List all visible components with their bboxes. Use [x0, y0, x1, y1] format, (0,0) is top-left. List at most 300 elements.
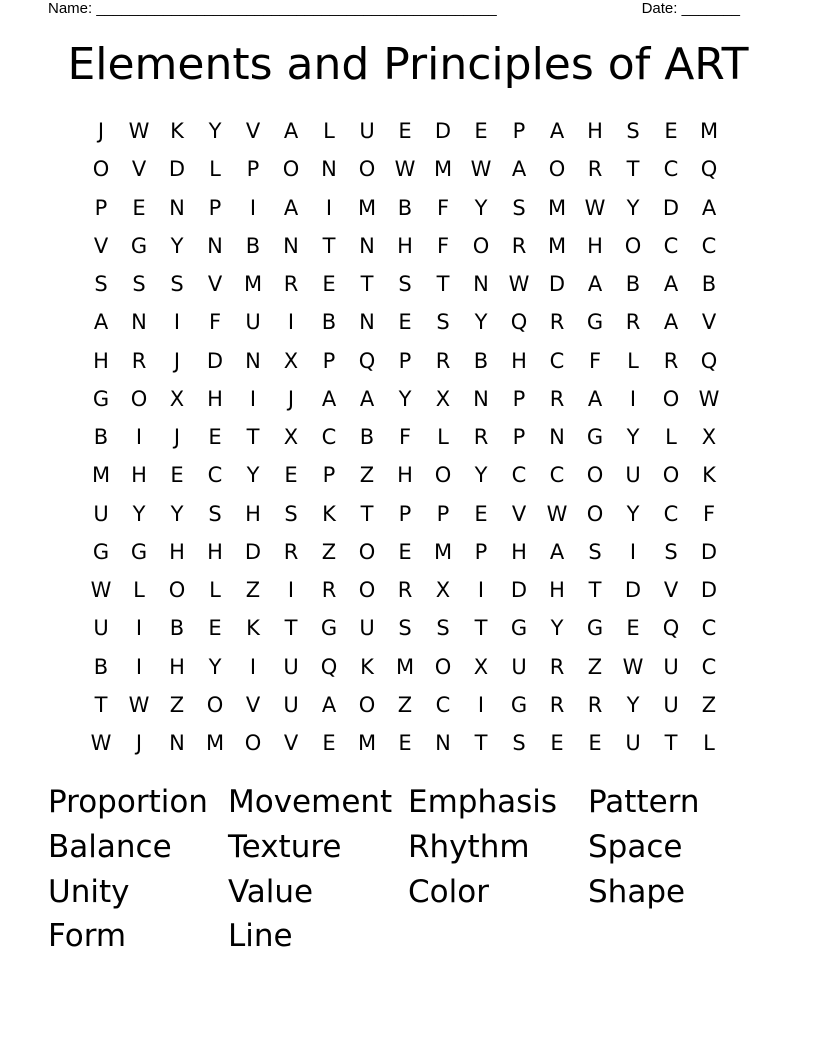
- grid-letter: N: [435, 731, 451, 756]
- grid-letter: C: [321, 425, 337, 450]
- grid-letter: O: [586, 463, 604, 488]
- grid-letter: A: [663, 272, 679, 297]
- grid-letter: O: [662, 463, 680, 488]
- grid-letter: C: [701, 233, 717, 258]
- grid-letter: D: [662, 195, 680, 220]
- grid-letter: G: [586, 616, 604, 641]
- grid-letter: S: [588, 539, 602, 564]
- grid-letter: R: [549, 310, 565, 335]
- grid-letter: N: [473, 272, 489, 297]
- grid-letter: T: [474, 731, 488, 756]
- grid-letter: R: [511, 233, 527, 258]
- grid-letter: S: [512, 731, 526, 756]
- grid-letter: E: [664, 119, 678, 144]
- grid-letter: V: [245, 119, 261, 144]
- grid-letter: E: [170, 463, 184, 488]
- grid-letter: I: [477, 578, 485, 603]
- grid-letter: A: [321, 692, 337, 717]
- word-bank-item: Movement: [228, 784, 393, 821]
- grid-letter: H: [169, 539, 185, 564]
- grid-letter: L: [703, 731, 715, 756]
- word-bank-item: Pattern: [588, 784, 700, 821]
- grid-letter: E: [284, 463, 298, 488]
- grid-letter: D: [510, 578, 528, 603]
- grid-letter: W: [584, 195, 606, 220]
- grid-letter: U: [663, 654, 679, 679]
- grid-letter: T: [588, 578, 602, 603]
- grid-letter: Y: [550, 616, 564, 641]
- grid-letter: B: [701, 272, 717, 297]
- grid-letter: I: [287, 310, 295, 335]
- grid-letter: X: [435, 386, 451, 411]
- grid-letter: K: [170, 119, 184, 144]
- grid-letter: T: [284, 616, 298, 641]
- grid-letter: O: [434, 463, 452, 488]
- grid-letter: S: [626, 119, 640, 144]
- grid-letter: M: [547, 195, 567, 220]
- grid-letter: R: [321, 578, 337, 603]
- grid-letter: S: [664, 539, 678, 564]
- grid-letter: D: [700, 578, 718, 603]
- grid-letter: A: [663, 310, 679, 335]
- grid-letter: G: [586, 310, 604, 335]
- grid-letter: H: [587, 233, 603, 258]
- word-bank-item: Emphasis: [408, 784, 558, 821]
- grid-letter: Q: [700, 157, 718, 182]
- grid-letter: S: [208, 501, 222, 526]
- grid-letter: I: [249, 386, 257, 411]
- grid-letter: L: [627, 348, 639, 373]
- grid-letter: U: [245, 310, 261, 335]
- grid-letter: U: [359, 119, 375, 144]
- grid-letter: B: [169, 616, 185, 641]
- grid-letter: V: [93, 233, 109, 258]
- grid-letter: P: [208, 195, 222, 220]
- grid-letter: Q: [358, 348, 376, 373]
- grid-letter: T: [94, 692, 108, 717]
- grid-letter: A: [283, 195, 299, 220]
- grid-letter: I: [629, 539, 637, 564]
- grid-letter: U: [93, 501, 109, 526]
- grid-letter: O: [358, 692, 376, 717]
- grid-letter: V: [701, 310, 717, 335]
- grid-letter: B: [625, 272, 641, 297]
- grid-letter: Y: [208, 119, 222, 144]
- grid-letter: I: [629, 386, 637, 411]
- grid-letter: N: [549, 425, 565, 450]
- grid-letter: T: [360, 501, 374, 526]
- grid-letter: R: [663, 348, 679, 373]
- grid-letter: B: [93, 425, 109, 450]
- word-bank-item: Value: [228, 873, 314, 910]
- grid-letter: T: [626, 157, 640, 182]
- grid-letter: E: [474, 501, 488, 526]
- grid-letter: C: [663, 501, 679, 526]
- grid-letter: W: [470, 157, 492, 182]
- grid-letter: R: [283, 539, 299, 564]
- grid-letter: M: [547, 233, 567, 258]
- grid-letter: P: [512, 425, 526, 450]
- grid-letter: O: [244, 731, 262, 756]
- grid-letter: N: [131, 310, 147, 335]
- grid-letter: U: [93, 616, 109, 641]
- grid-letter: Z: [321, 539, 337, 564]
- grid-letter: E: [398, 539, 412, 564]
- grid-letter: T: [474, 616, 488, 641]
- grid-letter: A: [549, 119, 565, 144]
- grid-letter: D: [624, 578, 642, 603]
- grid-letter: G: [586, 425, 604, 450]
- grid-letter: U: [625, 731, 641, 756]
- grid-letter: F: [436, 233, 450, 258]
- grid-letter: L: [133, 578, 145, 603]
- grid-letter: X: [169, 386, 185, 411]
- grid-letter: K: [702, 463, 716, 488]
- grid-letter: U: [283, 654, 299, 679]
- grid-letter: W: [90, 578, 112, 603]
- grid-letter: O: [358, 157, 376, 182]
- grid-letter: O: [548, 157, 566, 182]
- grid-letter: E: [132, 195, 146, 220]
- grid-letter: N: [169, 731, 185, 756]
- grid-letter: J: [135, 731, 143, 756]
- grid-letter: M: [433, 539, 453, 564]
- grid-letter: G: [92, 539, 110, 564]
- grid-letter: A: [359, 386, 375, 411]
- grid-letter: T: [664, 731, 678, 756]
- grid-letter: P: [398, 501, 412, 526]
- grid-letter: H: [397, 233, 413, 258]
- grid-letter: P: [398, 348, 412, 373]
- grid-letter: Y: [398, 386, 412, 411]
- grid-letter: X: [283, 425, 299, 450]
- grid-letter: O: [130, 386, 148, 411]
- grid-letter: G: [320, 616, 338, 641]
- grid-letter: P: [436, 501, 450, 526]
- grid-letter: A: [321, 386, 337, 411]
- grid-letter: L: [209, 578, 221, 603]
- grid-letter: O: [434, 654, 452, 679]
- grid-letter: C: [549, 463, 565, 488]
- grid-letter: W: [394, 157, 416, 182]
- grid-letter: H: [549, 578, 565, 603]
- grid-letter: S: [512, 195, 526, 220]
- grid-letter: W: [622, 654, 644, 679]
- grid-letter: E: [398, 310, 412, 335]
- grid-letter: N: [207, 233, 223, 258]
- grid-letter: P: [512, 119, 526, 144]
- grid-letter: R: [587, 157, 603, 182]
- grid-letter: I: [249, 654, 257, 679]
- grid-letter: Z: [169, 692, 185, 717]
- grid-letter: Y: [170, 501, 184, 526]
- grid-letter: B: [321, 310, 337, 335]
- grid-letter: Y: [474, 310, 488, 335]
- grid-letter: M: [433, 157, 453, 182]
- grid-letter: M: [395, 654, 415, 679]
- grid-letter: U: [511, 654, 527, 679]
- grid-letter: S: [398, 616, 412, 641]
- grid-letter: O: [624, 233, 642, 258]
- grid-letter: X: [473, 654, 489, 679]
- grid-letter: A: [93, 310, 109, 335]
- grid-letter: O: [282, 157, 300, 182]
- grid-letter: R: [549, 692, 565, 717]
- grid-letter: U: [663, 692, 679, 717]
- grid-letter: L: [437, 425, 449, 450]
- grid-letter: I: [135, 616, 143, 641]
- grid-letter: O: [472, 233, 490, 258]
- grid-letter: X: [283, 348, 299, 373]
- grid-letter: T: [360, 272, 374, 297]
- grid-letter: A: [701, 195, 717, 220]
- grid-letter: E: [550, 731, 564, 756]
- word-bank-item: Texture: [228, 829, 342, 866]
- grid-letter: V: [283, 731, 299, 756]
- grid-letter: R: [283, 272, 299, 297]
- grid-letter: G: [510, 616, 528, 641]
- grid-letter: T: [436, 272, 450, 297]
- grid-letter: S: [94, 272, 108, 297]
- grid-letter: H: [207, 386, 223, 411]
- grid-letter: V: [511, 501, 527, 526]
- word-bank: [48, 780, 768, 959]
- word-bank-item: Balance: [48, 829, 172, 866]
- grid-letter: G: [510, 692, 528, 717]
- grid-letter: E: [208, 616, 222, 641]
- grid-letter: E: [322, 272, 336, 297]
- grid-letter: B: [397, 195, 413, 220]
- grid-letter: K: [246, 616, 260, 641]
- grid-letter: V: [245, 692, 261, 717]
- grid-letter: P: [246, 157, 260, 182]
- grid-letter: R: [625, 310, 641, 335]
- grid-letter: E: [474, 119, 488, 144]
- grid-letter: N: [169, 195, 185, 220]
- grid-letter: Y: [246, 463, 260, 488]
- grid-letter: E: [322, 731, 336, 756]
- grid-letter: N: [359, 310, 375, 335]
- grid-letter: Q: [662, 616, 680, 641]
- grid-letter: B: [93, 654, 109, 679]
- grid-letter: I: [325, 195, 333, 220]
- grid-letter: T: [246, 425, 260, 450]
- grid-letter: V: [663, 578, 679, 603]
- grid-letter: N: [321, 157, 337, 182]
- name-field-label: Name: ________________________________________________: [48, 0, 497, 17]
- grid-letter: H: [587, 119, 603, 144]
- grid-letter: Q: [320, 654, 338, 679]
- grid-letter: Y: [626, 501, 640, 526]
- grid-letter: L: [323, 119, 335, 144]
- grid-letter: A: [587, 386, 603, 411]
- grid-letter: J: [173, 425, 181, 450]
- grid-letter: O: [168, 578, 186, 603]
- grid-letter: Y: [474, 463, 488, 488]
- grid-letter: D: [434, 119, 452, 144]
- grid-letter: U: [359, 616, 375, 641]
- grid-letter: A: [587, 272, 603, 297]
- grid-letter: M: [357, 731, 377, 756]
- grid-letter: H: [169, 654, 185, 679]
- grid-letter: G: [130, 233, 148, 258]
- grid-letter: C: [701, 654, 717, 679]
- header: [48, 0, 740, 18]
- grid-letter: C: [511, 463, 527, 488]
- grid-letter: E: [398, 731, 412, 756]
- grid-letter: D: [700, 539, 718, 564]
- grid-letter: T: [322, 233, 336, 258]
- grid-letter: D: [168, 157, 186, 182]
- word-bank-item: Line: [228, 918, 293, 955]
- grid-letter: F: [702, 501, 716, 526]
- grid-letter: Z: [245, 578, 261, 603]
- grid-letter: H: [131, 463, 147, 488]
- grid-letter: E: [398, 119, 412, 144]
- grid-letter: Y: [474, 195, 488, 220]
- grid-letter: S: [132, 272, 146, 297]
- grid-letter: H: [207, 539, 223, 564]
- grid-letter: F: [436, 195, 450, 220]
- grid-letter: H: [511, 348, 527, 373]
- grid-letter: I: [287, 578, 295, 603]
- grid-letter: J: [97, 119, 105, 144]
- date-field-label: Date: _______: [641, 0, 740, 17]
- grid-letter: D: [206, 348, 224, 373]
- grid-letter: S: [398, 272, 412, 297]
- grid-letter: G: [130, 539, 148, 564]
- grid-letter: W: [508, 272, 530, 297]
- grid-letter: U: [625, 463, 641, 488]
- grid-letter: M: [699, 119, 719, 144]
- grid-letter: M: [243, 272, 263, 297]
- grid-letter: C: [207, 463, 223, 488]
- grid-letter: C: [701, 616, 717, 641]
- grid-letter: L: [665, 425, 677, 450]
- grid-letter: R: [131, 348, 147, 373]
- grid-letter: B: [359, 425, 375, 450]
- grid-letter: Y: [626, 425, 640, 450]
- grid-letter: O: [358, 539, 376, 564]
- grid-letter: Z: [359, 463, 375, 488]
- grid-letter: C: [663, 157, 679, 182]
- grid-letter: Q: [700, 348, 718, 373]
- word-bank-item: Rhythm: [408, 829, 530, 866]
- grid-letter: R: [397, 578, 413, 603]
- grid-letter: Y: [132, 501, 146, 526]
- grid-letter: I: [135, 654, 143, 679]
- grid-letter: M: [91, 463, 111, 488]
- grid-letter: N: [359, 233, 375, 258]
- grid-letter: A: [511, 157, 527, 182]
- grid-letter: F: [588, 348, 602, 373]
- grid-letter: A: [549, 539, 565, 564]
- grid-letter: P: [512, 386, 526, 411]
- grid-letter: O: [662, 386, 680, 411]
- grid-letter: C: [549, 348, 565, 373]
- page-title: Elements and Principles of ART: [67, 39, 749, 90]
- grid-letter: Q: [510, 310, 528, 335]
- grid-letter: L: [209, 157, 221, 182]
- grid-letter: H: [245, 501, 261, 526]
- grid-letter: I: [173, 310, 181, 335]
- grid-letter: R: [549, 386, 565, 411]
- grid-letter: I: [249, 195, 257, 220]
- grid-letter: G: [92, 386, 110, 411]
- word-bank-item: Color: [408, 873, 489, 910]
- grid-letter: N: [473, 386, 489, 411]
- grid-letter: E: [208, 425, 222, 450]
- grid-letter: E: [626, 616, 640, 641]
- grid-letter: Z: [587, 654, 603, 679]
- grid-letter: Y: [626, 195, 640, 220]
- word-search-grid: [82, 112, 728, 762]
- word-bank-item: Proportion: [48, 784, 208, 821]
- grid-letter: V: [131, 157, 147, 182]
- grid-letter: H: [511, 539, 527, 564]
- grid-letter: K: [360, 654, 374, 679]
- grid-letter: I: [477, 692, 485, 717]
- grid-letter: S: [170, 272, 184, 297]
- grid-letter: H: [93, 348, 109, 373]
- grid-letter: R: [473, 425, 489, 450]
- grid-letter: S: [436, 616, 450, 641]
- grid-letter: M: [357, 195, 377, 220]
- grid-letter: F: [398, 425, 412, 450]
- grid-letter: P: [322, 463, 336, 488]
- grid-letter: B: [473, 348, 489, 373]
- grid-letter: Z: [397, 692, 413, 717]
- grid-letter: X: [701, 425, 717, 450]
- grid-letter: R: [549, 654, 565, 679]
- grid-letter: O: [92, 157, 110, 182]
- grid-letter: O: [206, 692, 224, 717]
- grid-letter: J: [173, 348, 181, 373]
- grid-letter: X: [435, 578, 451, 603]
- grid-letter: O: [358, 578, 376, 603]
- grid-letter: V: [207, 272, 223, 297]
- grid-letter: C: [663, 233, 679, 258]
- word-bank-item: Unity: [48, 873, 130, 910]
- grid-letter: A: [283, 119, 299, 144]
- grid-letter: S: [284, 501, 298, 526]
- grid-letter: I: [135, 425, 143, 450]
- grid-letter: H: [397, 463, 413, 488]
- grid-letter: J: [287, 386, 295, 411]
- grid-letter: F: [208, 310, 222, 335]
- grid-letter: Y: [626, 692, 640, 717]
- grid-letter: K: [322, 501, 336, 526]
- grid-letter: W: [128, 692, 150, 717]
- grid-letter: B: [245, 233, 261, 258]
- grid-letter: R: [435, 348, 451, 373]
- grid-letter: C: [435, 692, 451, 717]
- grid-letter: W: [90, 731, 112, 756]
- word-bank-item: Shape: [588, 873, 686, 910]
- grid-letter: Y: [170, 233, 184, 258]
- grid-letter: O: [586, 501, 604, 526]
- word-bank-item: Form: [48, 918, 127, 955]
- grid-letter: D: [244, 539, 262, 564]
- grid-letter: U: [283, 692, 299, 717]
- word-bank-item: Space: [588, 829, 683, 866]
- grid-letter: P: [94, 195, 108, 220]
- grid-letter: P: [474, 539, 488, 564]
- grid-letter: Y: [208, 654, 222, 679]
- grid-letter: Z: [701, 692, 717, 717]
- grid-letter: R: [587, 692, 603, 717]
- grid-letter: N: [283, 233, 299, 258]
